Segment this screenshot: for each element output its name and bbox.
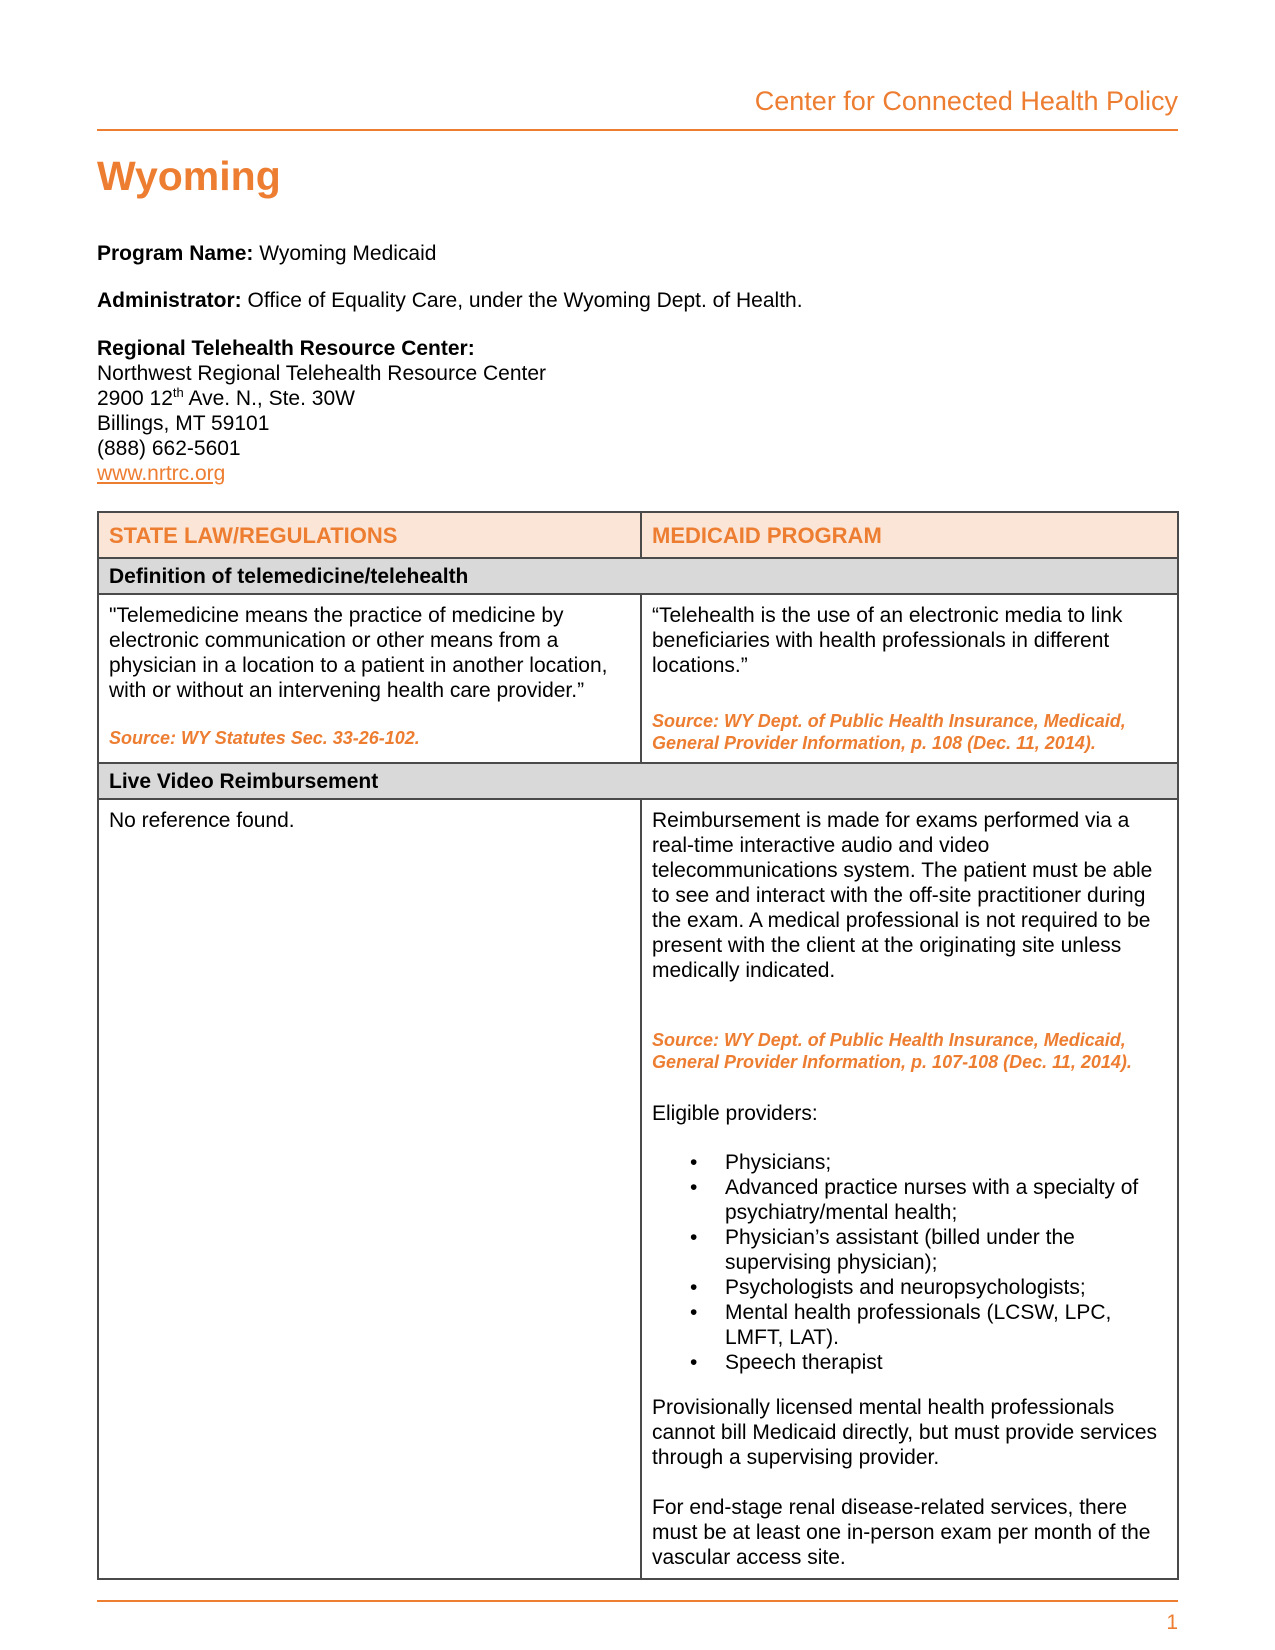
eligible-providers-list: [652, 1150, 1165, 1375]
administrator-value: Office of Equality Care, under the Wyoming Dept. of Health.: [241, 289, 803, 312]
administrator-label: Administrator:: [97, 289, 242, 312]
resource-center-block: [97, 336, 1178, 486]
list-item: • Physicians;: [690, 1150, 1165, 1175]
col-header-medicaid-program: MEDICAID PROGRAM: [641, 512, 1178, 558]
document-header: [97, 0, 1178, 116]
reimbursement-text: Reimbursement is made for exams performed via a real-time interactive audio and video telecommunications system. The patient must be able to see and interact with the off-site practitioner during the exam. A medical professional is not required to be present with the client at the originating site unless medically indicated.: [652, 809, 1153, 982]
administrator-line: [97, 288, 1178, 313]
section-header-definition: Definition of telemedicine/telehealth: [98, 558, 1178, 594]
header-rule: [97, 129, 1178, 131]
section-row-definition: [98, 558, 1178, 594]
definition-state-text: "Telemedicine means the practice of medicine by electronic communication or other means from a physician in a location to a patient in another location, with or without an intervening health care provider.”: [109, 604, 608, 702]
table-row-definition: [98, 594, 1178, 763]
source-citation: Source: WY Dept. of Public Health Insurance, Medicaid, General Provider Information, p. 107-108 (Dec. 11, 2014).: [652, 1030, 1132, 1072]
definition-medicaid-text: “Telehealth is the use of an electronic media to link beneficiaries with health professionals in different locations.”: [652, 604, 1123, 677]
resource-center-name: Northwest Regional Telehealth Resource Center: [97, 362, 547, 385]
source-citation: Source: WY Dept. of Public Health Insurance, Medicaid, General Provider Information, p. 108 (Dec. 11, 2014).: [652, 711, 1126, 753]
cell-definition-medicaid: [641, 594, 1178, 763]
col-header-state-law: STATE LAW/REGULATIONS: [98, 512, 641, 558]
policy-table: [97, 511, 1179, 1580]
list-item: • Advanced practice nurses with a specialty of psychiatry/mental health;: [690, 1175, 1165, 1225]
list-item: • Mental health professionals (LCSW, LPC, LMFT, LAT).: [690, 1300, 1165, 1350]
section-header-live-video: Live Video Reimbursement: [98, 763, 1178, 799]
page-title: Wyoming: [97, 153, 281, 199]
program-name-label: Program Name:: [97, 242, 254, 265]
renal-disease-text: For end-stage renal disease-related services, there must be at least one in-person exam per month of the vascular access site.: [652, 1496, 1151, 1569]
resource-center-heading: Regional Telehealth Resource Center:: [97, 337, 475, 360]
org-name: Center for Connected Health Policy: [754, 86, 1178, 116]
cell-live-video-medicaid: [641, 799, 1178, 1579]
table-header-row: [98, 512, 1178, 558]
program-name-value: Wyoming Medicaid: [253, 242, 437, 265]
no-reference-text: No reference found.: [109, 809, 295, 832]
footer-rule: [97, 1600, 1178, 1602]
page-number: 1: [1166, 1611, 1178, 1634]
list-item: • Psychologists and neuropsychologists;: [690, 1275, 1165, 1300]
resource-center-city: Billings, MT 59101: [97, 412, 270, 435]
provisional-license-text: Provisionally licensed mental health professionals cannot bill Medicaid directly, but must provide services through a supervising provider.: [652, 1396, 1157, 1469]
list-item: • Speech therapist: [690, 1350, 1165, 1375]
section-row-live-video: [98, 763, 1178, 799]
cell-definition-state-law: [98, 594, 641, 763]
table-row-live-video: [98, 799, 1178, 1579]
resource-center-link-line: [97, 461, 1178, 486]
program-name-line: [97, 241, 1178, 266]
cell-live-video-state-law: [98, 799, 641, 1579]
resource-center-phone: (888) 662-5601: [97, 437, 241, 460]
nrtrc-link[interactable]: www.nrtrc.org: [97, 462, 226, 485]
resource-center-street: 2900 12th Ave. N., Ste. 30W: [97, 385, 355, 410]
eligible-providers-label: Eligible providers:: [652, 1102, 818, 1125]
list-item: • Physician’s assistant (billed under the supervising physician);: [690, 1225, 1165, 1275]
source-citation: Source: WY Statutes Sec. 33-26-102.: [109, 728, 420, 748]
ordinal-superscript: th: [172, 385, 184, 400]
